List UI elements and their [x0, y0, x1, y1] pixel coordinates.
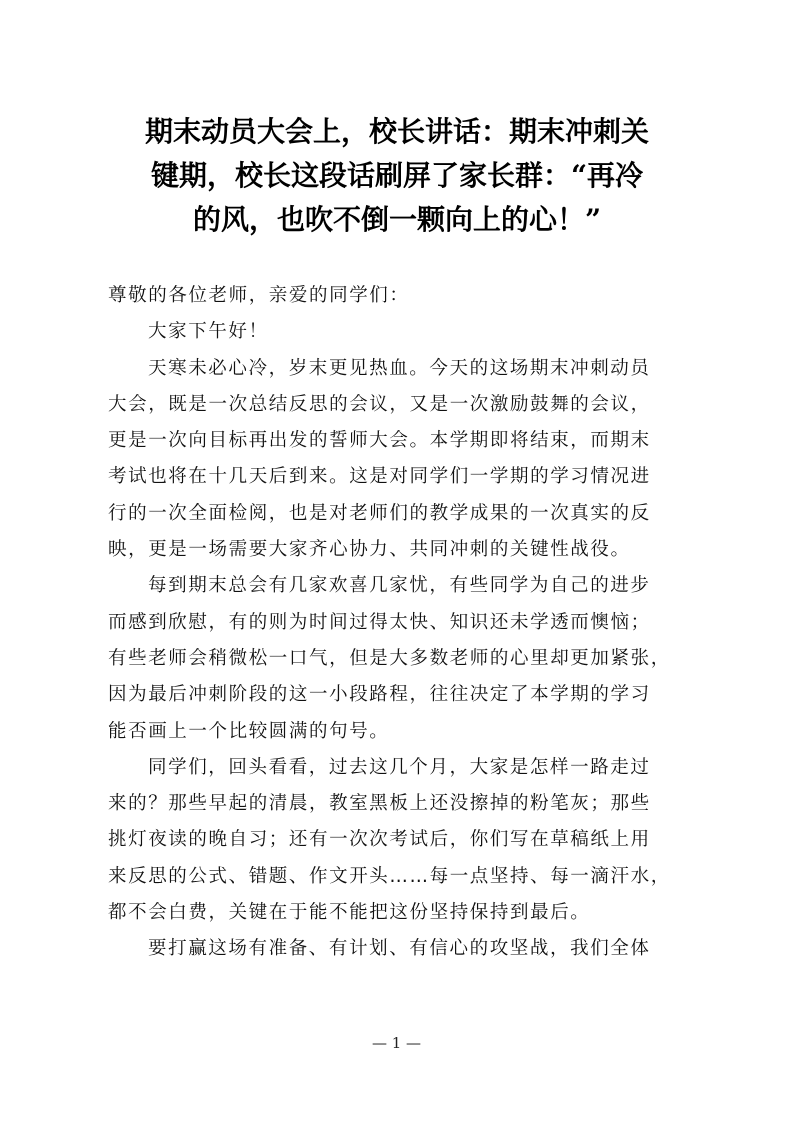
body-line: 每到期末总会有几家欢喜几家忧，有些同学为自己的进步 [148, 575, 651, 597]
body-line: 同学们，回头看看，过去这几个月，大家是怎样一路走过 [148, 756, 651, 778]
body-line: 天寒未必心冷，岁末更见热血。今天的这场期末冲刺动员 [148, 357, 651, 379]
body-line: 行的一次全面检阅，也是对老师们的教学成果的一次真实的反 [108, 502, 651, 524]
body-line: 而感到欣慰，有的则为时间过得太快、知识还未学透而懊恼； [108, 611, 651, 633]
page-number: — 1 — [371, 1034, 422, 1052]
title-line: 期末动员大会上，校长讲话：期末冲刺关 [144, 115, 649, 148]
body-line: 有些老师会稍微松一口气，但是大多数老师的心里却更加紧张， [108, 647, 671, 669]
body-line: 来反思的公式、错题、作文开头……每一点坚持、每一滴汗水， [108, 865, 671, 887]
body-line: 来的？那些早起的清晨，教室黑板上还没擦掉的粉笔灰；那些 [108, 793, 651, 815]
body-line: 更是一次向目标再出发的誓师大会。本学期即将结束，而期末 [108, 430, 651, 452]
title-line: 键期，校长这段话刷屏了家长群：“再冷 [150, 159, 644, 192]
body-line: 考试也将在十几天后到来。这是对同学们一学期的学习情况进 [108, 466, 651, 488]
body-line: 因为最后冲刺阶段的这一小段路程，往往决定了本学期的学习 [108, 684, 651, 706]
body-line: 要打赢这场有准备、有计划、有信心的攻坚战，我们全体 [148, 938, 651, 960]
body-line: 大会，既是一次总结反思的会议，又是一次激励鼓舞的会议， [108, 393, 651, 415]
body-line: 能否画上一个比较圆满的句号。 [108, 720, 390, 742]
body-line: 映，更是一场需要大家齐心协力、共同冲刺的关键性战役。 [108, 539, 631, 561]
title-line: 的风，也吹不倒一颗向上的心！” [192, 203, 602, 236]
greeting: 大家下午好！ [148, 321, 269, 343]
salutation: 尊敬的各位老师，亲爱的同学们： [108, 285, 410, 306]
body-line: 挑灯夜读的晚自习；还有一次次考试后，你们写在草稿纸上用 [108, 829, 651, 851]
document-title [104, 110, 690, 242]
document-body [108, 278, 691, 968]
body-line: 都不会白费，关键在于能不能把这份坚持保持到最后。 [108, 902, 591, 924]
